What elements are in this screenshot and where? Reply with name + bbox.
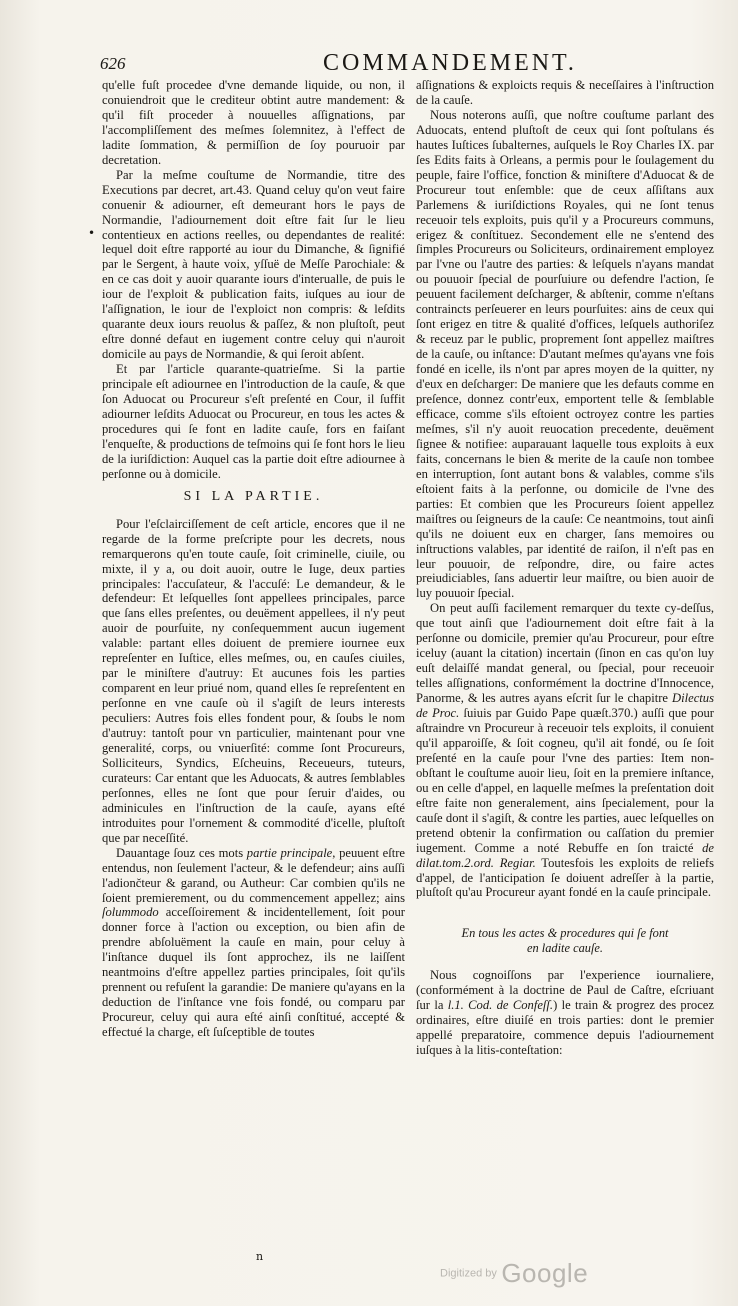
sub-heading-line: en ladite cauſe.	[526, 941, 604, 956]
text-run: Toutesfois les exploits de reliefs d'appel, de l'anticipation ſe doiuent adreſſer à la partie, pluſtoſt qu'au Procureur ayant fondé en la cauſe principale.	[416, 855, 714, 900]
paragraph	[416, 601, 714, 900]
paragraph: Et par l'article quarante-quatrieſme. Si la partie principale eſt adiournee en l'introduction de la cauſe, & que ſon Aduocat ou Procureur s'eſt preſenté en Cour, il ſuffit adiourner leſdits Aduocat ou Procureur, en tous les actes & procedures qui ſe font en ladite cauſe, fors en faiſant l'enqueſte, & productions de teſmoins qui ſe font hors le lieu de la iuriſdiction: Auquel cas la partie doit eſtre adiournee à perſonne ou à domicile.	[102, 362, 405, 481]
paragraph	[102, 846, 405, 1040]
text-run: Dauantage ſouz ces mots	[116, 845, 247, 860]
running-head: COMMANDEMENT.	[323, 50, 577, 76]
page-number: 626	[100, 54, 126, 73]
marginal-mark: •	[88, 226, 96, 240]
text-run: ſuiuis par Guido Pape quæſt.370.) auſſi que pour aſtraindre vn Procureur à receuoir tels exploits, il conuient qu'il apparoiſſe, & ſoit cogneu, qu'il ait fondé, ou ſe ſoit preſenté en la cauſe pour l'vne des parties: Item non-obſtant le couſtume auoir lieu, ſoit en la premiere inſtance, ou en celle d'appel, en laquelle meſmes la preſentation doit eſtre faite non generalement, ains ſpecialement, pour la cauſe dont il s'agiſt, & contre les parties, auec leſquelles on pretend obtenir la confirmation ou caſſation du premier iugement. Comme a noté Rebuffe en ſon traicté	[416, 706, 715, 855]
italic-term: ſolummodo	[102, 905, 159, 920]
page-header	[100, 52, 712, 78]
watermark-text: Digitized by	[440, 1267, 497, 1280]
paragraph: Nous noterons auſſi, que noſtre couſtume parlant des Aduocats, entend pluſtoſt de ceux qui ſont poſtulans és hautes Iuſtices ſubalternes, auſquels le Roy Charles IX. par ſes Edits faits à Orleans, a permis pour le ſoulagement du peuple, faire l'office, fonction & miniſtere d'Aduocat & de Procureur tout enſemble: que de ceux aſſiſtans aux Parlemens & iuriſdictions Royales, qui ne ſont tenus receuoir tels exploits, puis qu'il y a Procureurs communs, erigez & conſtituez. Secondement elle ne s'entend des ſimples Procureurs ou Soliciteurs, ordinairement employez par l'vne ou l'autre des parties: & leſquels n'ayans mandat ou pouuoir ſpecial de pourſuiure ou defendre l'action, ſe peuuent facilement deſcharger, & abſtenir, comme n'eſtans contraincts perſeuerer en leurs pourſuites: ains de ceux qui ſont erigez en titre & qualité d'offices, leſquels authoriſez & receuz par le public, proprement ſont appellez maiſtres de la cauſe, ou inſtance: D'autant meſmes qu'ayans vne fois fondé en icelle, ils n'ont par apres moyen de la quitter, ny d'eux en deſcharger: De maniere que les defauts comme en preſence, donnez contr'eux, emportent telle & ſemblable efficace, comme s'ils eſtoient octroyez contre les parties meſmes, s'il n'y auoit reuocation precedente, deuëment ſignee & notifiee: auparauant laquelle tous exploits à eux faits, concernans le bien & merite de la cauſe non tombee en interruption, ſont autant bons & valables, comme s'ils eſtoient faits à la perſonne, ou domicile de l'vne des parties: Et combien que les Procureurs ſoient appellez maiſtres ou ſeigneurs de la cauſe: Ce neantmoins, tout ainſi qu'ils ne doiuent eux en charger, ſans memoires ou inſtructions valables, par identité de raiſon, il n'eſt pas en leur pouuoir, de reſpondre, dire, ou faire actes preiudiciables, ſans aduertir leur maiſtre, ou bien auoir de luy pouuoir ſpecial.	[416, 107, 714, 601]
text-run: acceſſoirement & incidentellement, ſoit pour donner force à l'action ou exception, ou bien afin de prendre abſoluëment la cauſe en main, pour celuy à l'inſtance duquel ils ſont approchez, ils ne laiſſent neantmoins d'eſtre appellez parties principales, ſoit qu'ils prennent ou refuſent la garandie: De maniere qu'ayans en la deduction de l'inſtance vne fois fondé, ou comparu par Procureur, celuy qui aura eſté ainſi conſtitué, accepté & effectué la charge, eſt ſuſceptible de toutes	[102, 905, 405, 1040]
google-logo: Google	[501, 1258, 589, 1288]
sub-heading-line: En tous les actes & procedures qui ſe font	[461, 926, 669, 941]
italic-term: de dilat.tom.2.ord. Regiar.	[416, 840, 714, 870]
italic-term: Dilectus de Proc.	[416, 691, 714, 721]
italic-term: partie principale	[246, 845, 333, 860]
paragraph	[416, 968, 714, 1058]
section-title: SI LA PARTIE.	[183, 488, 324, 504]
sub-heading	[416, 926, 714, 956]
paragraph: aſſignations & exploicts requis & neceſſaires à l'inſtruction de la cauſe.	[416, 78, 714, 107]
text-run: ) le train & progrez des procez ordinaires, eſtre diuiſé en trois parties: dont le premier appellé preparatoire, commence depuis l'adiournement iuſques à la litis-conteſtation:	[416, 998, 714, 1058]
paragraph: qu'elle fuſt procedee d'vne demande liquide, ou non, il conuiendroit que le crediteur obtint autre mandement: & qu'il fiſt proceder à nouuelles aſſignations, par l'accompliſſement des meſmes ſolemnitez, à l'effect de ladite ſommation, & permiſſion de ſoy pouruoir par decretation.	[102, 78, 405, 167]
right-column	[416, 78, 714, 1058]
text-run: On peut auſſi facilement remarquer du texte cy-deſſus, que tout ainſi que l'adiournement doit eſtre fait à la perſonne ou domicile, premier qu'au Procureur, pour eſtre iceluy (auant la citation) incertain (ſinon en cas qu'on luy euſt delaiſſé mandat general, ou ſpecial, pour receuoir telles aſſignations, conformément la doctrine d'Innocence, Panorme, & les autres ayans eſcrit ſur le chapitre	[416, 601, 714, 706]
paragraph: Pour l'eſclairciſſement de ceſt article, encores que il ne regarde de la forme preſcripte pour les decrets, nous remarquerons qu'en toute cauſe, ſoit criminelle, ciuile, ou mixte, il y a, ou doit auoir, outre le Iuge, deux parties principales: l'accuſateur, & l'accuſé: Le demandeur, & le defendeur: Et leſquelles ſont appellees principales, parce que ſans elles preſentes, ou deuëment appellees, il n'y peut auoir de pourſuite, ny conſequemment aucun iugement valable: partant elles doiuent de premiere iournee eux repreſenter en Iuſtice, elles meſmes, ou, en cauſes ciuiles, par le miniſtere d'autruy: Et aucunes fois les parties comparent en leur priué nom, quand elles ſe repreſentent en perſonne en vne cauſe où il s'agiſt de leurs interests peculiers: Autres fois elles fondent pour, & ſoubs le nom d'autruy: tantoſt pour vn particulier, maintenant pour vne generalité, corps, ou vniuerſité: comme ſont Procureurs, Solliciteurs, Syndics, Eſcheuins, Receueurs, tuteurs, curateurs: Car entant que les Aduocats, & autres ſemblables perſonnes, elles ne ſont que pour ſeruir d'aides, ou adminicules en l'inſtruction de la cauſe, ayans eſté introduites pour l'ornement & commodité d'icelle, pluſtoſt que par neceſſité.	[102, 516, 405, 845]
italic-term: l.1. Cod. de Confeſſ.	[447, 998, 554, 1013]
paragraph: Par la meſme couſtume de Normandie, titre des Executions par decret, art.43. Quand celuy qu'on veut faire conuenir & adiourner, eſt demeurant hors le pays de Normandie, l'adiournement doit eſtre fait ſur le lieu contentieux en actions reelles, ou dependantes de realité: lequel doit eſtre rapporté au iour du Dimanche, & ſignifié par le Sergent, à haute voix, yſſuë de Meſſe Parochiale: & en ce cas doit y auoir quarante iours d'interualle, de puis le iour de l'exploit & publication faits, iuſques au iour de l'aſſignation, le iour de l'exploict non compris: & leſdits quarante deux iours reuolus & paſſez, & non pluſtoſt, peut eſtre donné defaut en iugement contre celuy qui n'auroit domicile au pays de Normandie, & qui ſeroit abſent.	[102, 167, 405, 362]
digitized-watermark	[440, 1258, 588, 1289]
signature-mark: n	[256, 1250, 264, 1263]
text-run: , peuuent eſtre entendus, non ſeulement l'acteur, & le defendeur; ains auſſi l'adiončteur & garand, ou Autheur: Car combien qu'ils ne ſoient premierement, ou du commencement appellez; ains	[102, 845, 405, 905]
left-column	[102, 78, 405, 1040]
text-run: Nous cognoiſſons par l'experience iournaliere, (conformément à la doctrine de Paul de Caſtre, eſcriuant ſur la	[416, 968, 714, 1013]
